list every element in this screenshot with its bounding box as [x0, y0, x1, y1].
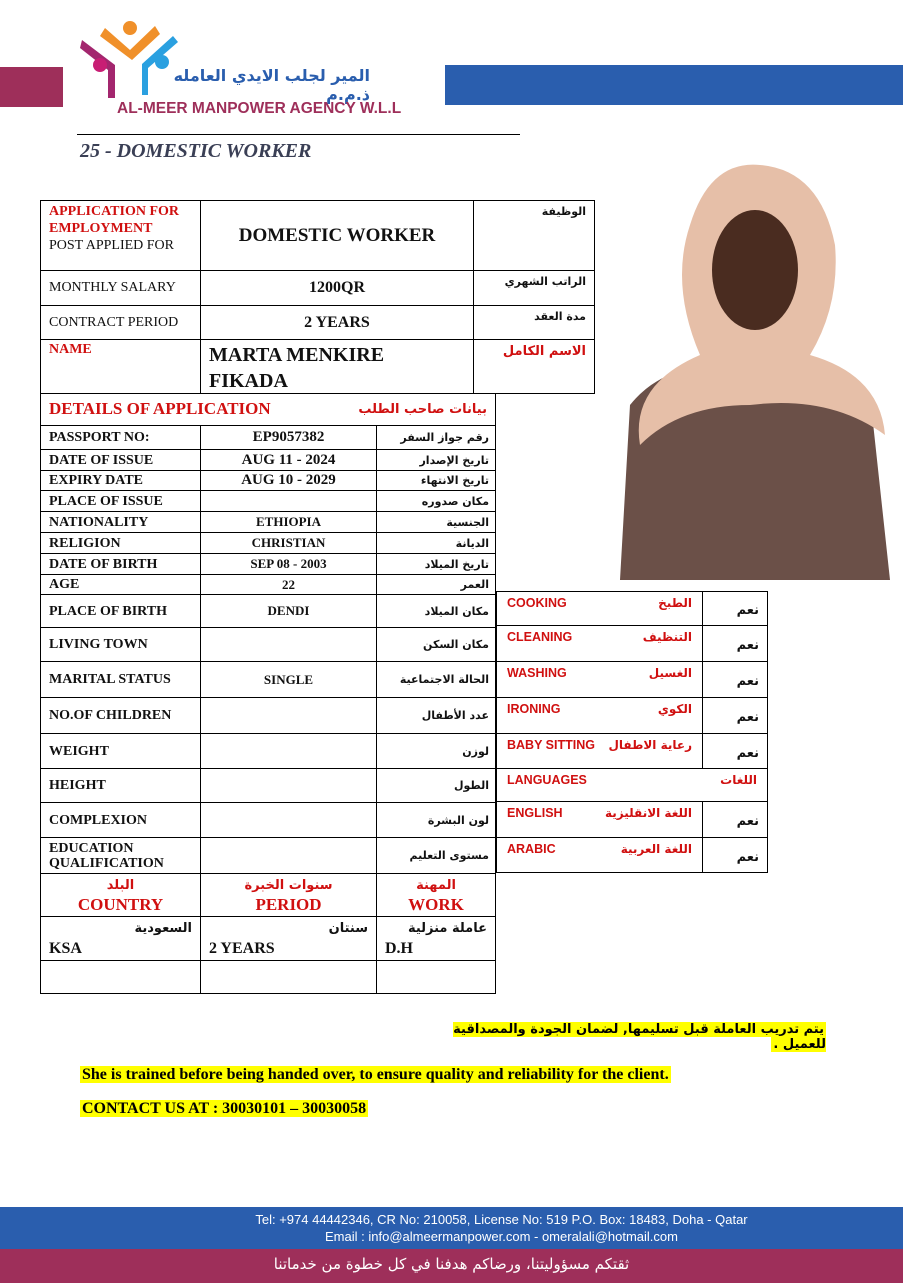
details-header [40, 393, 496, 426]
skill-row [496, 591, 703, 626]
detail-label-ar: تاريخ الإصدار [376, 449, 496, 471]
skill-name: BABY SITTING [507, 738, 595, 752]
experience-cell-en: 2 YEARS [209, 940, 275, 957]
post-label-red: APPLICATION FOR EMPLOYMENT [49, 204, 180, 236]
skill-answer: نعم [702, 625, 768, 662]
detail-value: ETHIOPIA [200, 511, 377, 533]
detail-label-ar: الحالة الاجتماعية [376, 661, 496, 698]
detail-label-ar: العمر [376, 574, 496, 595]
skill-row [496, 837, 703, 873]
detail-label: PASSPORT NO: [40, 425, 201, 450]
detail-label: COMPLEXION [40, 802, 201, 838]
experience-empty-cell [200, 960, 377, 994]
skill-name-ar: الكوي [657, 702, 692, 716]
skill-name-ar: التنظيف [642, 630, 692, 644]
experience-cell [40, 916, 201, 961]
experience-cell-ar: عاملة منزلية [407, 921, 487, 936]
detail-value [200, 768, 377, 803]
skill-name: COOKING [507, 596, 567, 610]
skill-row [496, 768, 768, 802]
detail-value [200, 697, 377, 734]
skill-row [496, 697, 703, 734]
skill-name: IRONING [507, 702, 561, 716]
skill-name-ar: اللغة العربية [620, 842, 692, 856]
skill-name-ar: الغسيل [648, 666, 692, 680]
post-value: DOMESTIC WORKER [200, 200, 474, 271]
skill-answer: نعم [702, 591, 768, 626]
salary-label-cell [40, 270, 201, 306]
name-value: MARTA MENKIRE FIKADA [200, 339, 474, 394]
contract-label-cell [40, 305, 201, 340]
details-title-ar: بيانات صاحب الطلب [358, 401, 487, 417]
footer-line-1: Tel: +974 44442346, CR No: 210058, License No: 519 P.O. Box: 18483, Doha - Qatar [255, 1212, 748, 1227]
skill-name: ENGLISH [507, 806, 563, 820]
detail-label-ar: رقم جواز السفر [376, 425, 496, 450]
experience-header-ar: سنوات الخبرة [244, 878, 333, 893]
detail-label: DATE OF ISSUE [40, 449, 201, 471]
detail-label-ar: الطول [376, 768, 496, 803]
salary-label: MONTHLY SALARY [49, 280, 176, 295]
skill-row [496, 625, 703, 662]
experience-header-en: WORK [408, 895, 464, 914]
applicant-photo [610, 155, 890, 580]
detail-value [200, 802, 377, 838]
skill-answer: نعم [702, 801, 768, 838]
skill-name-ar: اللغة الانقليزية [605, 806, 692, 820]
header-band-right [445, 65, 903, 105]
detail-label-ar: تاريخ الانتهاء [376, 470, 496, 491]
experience-cell-ar: السعودية [134, 921, 192, 936]
skill-name: CLEANING [507, 630, 573, 644]
detail-label: PLACE OF ISSUE [40, 490, 201, 512]
footer-slogan: ثقتكم مسؤوليتنا، ورضاكم هدفنا في كل خطوة من خدماتنا [0, 1249, 903, 1283]
detail-label: NO.OF CHILDREN [40, 697, 201, 734]
skill-answer: نعم [702, 697, 768, 734]
detail-label: EXPIRY DATE [40, 470, 201, 491]
detail-label-ar: تاريخ الميلاد [376, 553, 496, 575]
post-label-ar: الوظيفة [473, 200, 595, 271]
detail-value [200, 490, 377, 512]
company-name-ar: المير لجلب الايدي العامله ذ.م.م [173, 66, 370, 104]
skill-name: LANGUAGES [507, 773, 587, 787]
experience-header [40, 873, 201, 917]
detail-value: SINGLE [200, 661, 377, 698]
detail-value [200, 733, 377, 769]
detail-label-ar: الجنسية [376, 511, 496, 533]
detail-label: AGE [40, 574, 201, 595]
experience-header-en: COUNTRY [77, 895, 164, 914]
detail-value: EP9057382 [200, 425, 377, 450]
experience-cell-en: KSA [49, 940, 82, 957]
name-label-ar: الاسم الكامل [473, 339, 595, 394]
detail-value: AUG 10 - 2029 [200, 470, 377, 491]
post-label-cell [40, 200, 201, 271]
experience-empty-cell [40, 960, 201, 994]
skill-answer: نعم [702, 837, 768, 873]
skill-name-ar: اللغات [720, 773, 757, 787]
detail-label: LIVING TOWN [40, 627, 201, 662]
skill-row [496, 801, 703, 838]
experience-header [376, 873, 496, 917]
experience-header-en: PERIOD [255, 895, 322, 914]
skill-name-ar: الطبخ [658, 596, 692, 610]
detail-label: RELIGION [40, 532, 201, 554]
experience-cell-ar: سنتان [328, 921, 368, 936]
experience-header-ar: المهنة [416, 878, 456, 893]
detail-value [200, 627, 377, 662]
experience-cell-en: D.H [385, 940, 413, 957]
skill-row [496, 661, 703, 698]
contract-label: CONTRACT PERIOD [49, 314, 179, 330]
detail-value: CHRISTIAN [200, 532, 377, 554]
skill-row [496, 733, 703, 769]
detail-label: PLACE OF BIRTH [40, 594, 201, 628]
experience-cell [376, 916, 496, 961]
details-title: DETAILS OF APPLICATION [49, 399, 271, 418]
experience-empty-cell [376, 960, 496, 994]
header-divider [77, 134, 520, 135]
training-note-en: She is trained before being handed over, to ensure quality and reliability for the client. [82, 1066, 669, 1083]
experience-header [200, 873, 377, 917]
skill-answer: نعم [702, 661, 768, 698]
detail-value [200, 837, 377, 874]
detail-label-ar: مكان السكن [376, 627, 496, 662]
training-note-ar: يتم تدريب العاملة قبل تسليمها, لضمان الجودة والمصداقية للعميل . [453, 1022, 826, 1052]
contact-numbers: CONTACT US AT : 30030101 – 30030058 [82, 1100, 367, 1117]
footer-contact [0, 1207, 903, 1249]
detail-label: NATIONALITY [40, 511, 201, 533]
detail-label-ar: مكان صدوره [376, 490, 496, 512]
detail-label: HEIGHT [40, 768, 201, 803]
detail-label-ar: لون البشرة [376, 802, 496, 838]
detail-value: DENDI [200, 594, 377, 628]
contract-label-ar: مدة العقد [473, 305, 595, 340]
contract-value: 2 YEARS [200, 305, 474, 340]
detail-label: EDUCATION QUALIFICATION [40, 837, 201, 874]
detail-label: WEIGHT [40, 733, 201, 769]
footer-line-2: Email : info@almeermanpower.com - omeralali@hotmail.com [325, 1229, 678, 1244]
detail-label-ar: الديانة [376, 532, 496, 554]
salary-label-ar: الراتب الشهري [473, 270, 595, 306]
salary-value: 1200QR [200, 270, 474, 306]
detail-label-ar: لوزن [376, 733, 496, 769]
document-title: 25 - DOMESTIC WORKER [80, 140, 312, 162]
detail-value: 22 [200, 574, 377, 595]
skill-name: ARABIC [507, 842, 556, 856]
detail-label: MARITAL STATUS [40, 661, 201, 698]
post-label: POST APPLIED FOR [49, 238, 175, 253]
detail-value: SEP 08 - 2003 [200, 553, 377, 575]
detail-value: AUG 11 - 2024 [200, 449, 377, 471]
experience-cell [200, 916, 377, 961]
detail-label-ar: مكان الميلاد [376, 594, 496, 628]
skill-answer: نعم [702, 733, 768, 769]
experience-header-ar: البلد [106, 878, 135, 893]
skill-name: WASHING [507, 666, 567, 680]
skill-name-ar: رعاية الاطفال [608, 738, 692, 752]
name-label-cell [40, 339, 201, 394]
header-band-left [0, 67, 63, 107]
name-label: NAME [49, 342, 92, 357]
detail-label-ar: مستوى التعليم [376, 837, 496, 874]
company-name-en: AL-MEER MANPOWER AGENCY W.L.L [117, 100, 402, 117]
detail-label: DATE OF BIRTH [40, 553, 201, 575]
detail-label-ar: عدد الأطفال [376, 697, 496, 734]
